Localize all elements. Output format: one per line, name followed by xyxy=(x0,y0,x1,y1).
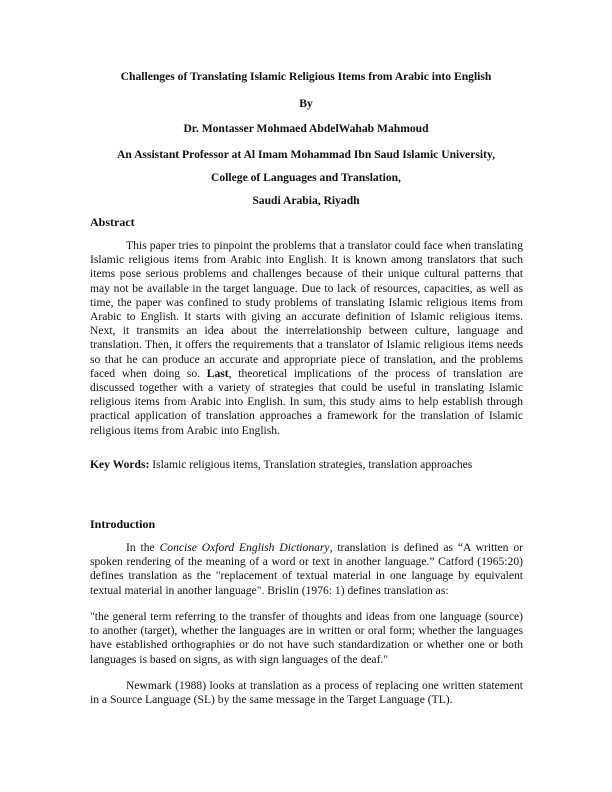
introduction-paragraph-2 xyxy=(90,679,523,707)
intro-p1-mid: , translation is defined as “ xyxy=(329,541,464,554)
abstract-text: This paper tries to pinpoint the problems that a translator could face when translating Islamic religious items from Arabic into English. It is known among translators that such items pose serious problems and challenges because of their unique cultural patterns that may not be available in the target language. Due to lack of resources, capacities, as well as time, the paper was confined to study problems of translating Islamic religious items from Arabic to English. It starts with giving an accurate definition of Islamic religious items. Next, it transmits an idea about the interrelationship between culture, language and translation. Then, it offers the requirements that a translator of Islamic religious items needs so that he can produce an accurate and appropriate piece of translation, and the problems faced when doing so. xyxy=(90,239,523,380)
author-college: College of Languages and Translation, xyxy=(211,171,401,184)
introduction-paragraph-1 xyxy=(90,541,523,598)
intro-p1-close: ” Catford (1965:20) defines translation as xyxy=(90,555,523,583)
intro-p1-prefix: In the xyxy=(126,541,160,554)
abstract-heading: Abstract xyxy=(90,215,135,229)
keywords-line xyxy=(90,458,523,472)
paper-title: Challenges of Translating Islamic Religious Items from Arabic into English xyxy=(120,70,492,83)
author-name: Dr. Montasser Mohmaed AbdelWahab Mahmoud xyxy=(183,122,429,135)
intro-p1-post: the "replacement of textual material in one language by equivalent textual material in another language". Brislin (1976: 1) defines translation as: xyxy=(90,569,523,597)
author-position: An Assistant Professor at Al Imam Mohammad Ibn Saud Islamic University, xyxy=(116,148,495,161)
abstract-body xyxy=(90,239,523,438)
by-line: By xyxy=(299,97,313,110)
introduction-heading: Introduction xyxy=(90,517,156,531)
intro-p2-post: translation as a process of replacing one written statement in a Source Language (SL) by the same message in the Target Language (TL). xyxy=(90,679,523,707)
intro-dictionary-title: Concise Oxford English Dictionary xyxy=(159,541,330,554)
introduction-blockquote: "the general term referring to the transfer of thoughts and ideas from one language (source) to another (target), whether the languages are in written or oral form; whether the languages have established orthographies or do not have such standardization or whether one or both languages is based on signs, as with sign languages of the deaf." xyxy=(90,610,523,666)
intro-p1-quote: A written or spoken rendering of the meaning of a word or text in another language. xyxy=(90,541,524,569)
keywords-label: Key Words: xyxy=(90,458,150,471)
abstract-last-word: Last xyxy=(206,366,229,380)
abstract-text-continued: , theoretical implications of the process of translation are discussed together with a variety of strategies that could be useful in translating Islamic religious items from Arabic into English. In sum, this study aims to help establish through practical application of translation approaches a framework for the translation of Islamic religious items from Arabic into English. xyxy=(90,366,523,437)
intro-p2-prefix: Newmark (1988) looks at xyxy=(126,679,250,692)
author-location: Saudi Arabia, Riyadh xyxy=(252,194,360,207)
keywords-text: Islamic religious items, Translation strategies, translation approaches xyxy=(149,458,473,471)
